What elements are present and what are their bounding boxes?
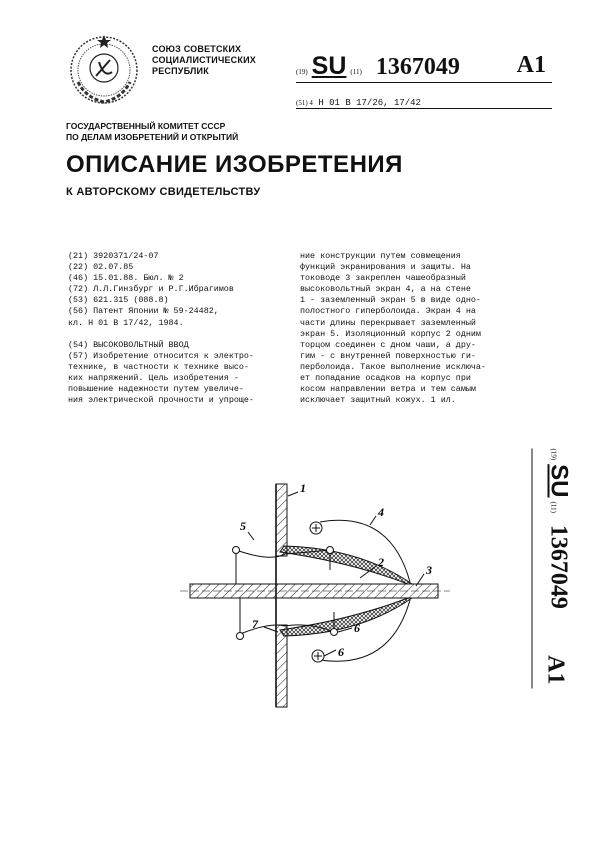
- document-subtitle: К АВТОРСКОМУ СВИДЕТЕЛЬСТВУ: [66, 186, 261, 198]
- conductor: [190, 584, 438, 598]
- wall: [276, 484, 287, 556]
- patent-number: 1367049: [545, 524, 572, 609]
- document-title: ОПИСАНИЕ ИЗОБРЕТЕНИЯ: [66, 151, 403, 178]
- abstract-line: части длины перекрывает заземленный: [300, 317, 476, 328]
- union-name: [152, 44, 256, 77]
- abstract-line: высоковольтный экран 4, а на стене: [300, 284, 471, 295]
- biblio-line: (22) 02.07.85: [68, 262, 134, 273]
- abstract-line: полостного гиперболоида. Экран 4 на: [300, 306, 476, 317]
- figure-label-2: 2: [378, 555, 384, 569]
- union-line: СОЦИАЛИСТИЧЕСКИХ: [152, 55, 256, 65]
- right-column: [300, 251, 555, 406]
- abstract-line: гим - с внутренней поверхностью ги-: [300, 350, 476, 361]
- figure-label-5: 5: [240, 519, 246, 533]
- abstract-line: тоководе 3 закреплен чашеобразный: [300, 273, 466, 284]
- ipc-value: H 01 B 17/26, 17/42: [318, 98, 421, 108]
- biblio-line: (53) 621.315 (088.8): [68, 295, 169, 306]
- committee-name: [66, 121, 238, 143]
- figure-label-6b: 6: [338, 645, 344, 659]
- ussr-emblem-icon: [66, 32, 142, 108]
- biblio-line: (56) Патент Японии № 59-24482,: [68, 306, 219, 317]
- figure-label-7: 7: [252, 617, 258, 631]
- abstract-line: функций экранирования и защиты. На: [300, 262, 471, 273]
- biblio-line: (72) Л.Л.Гинзбург и Р.Г.Ибрагимов: [68, 284, 234, 295]
- wall: [276, 625, 287, 707]
- country-code: SU: [545, 464, 573, 498]
- abstract-line: экран 5. Изоляционный корпус 2 одним: [300, 328, 481, 339]
- side-publication-number: [532, 448, 572, 688]
- abstract-line: 1 - заземленный экран 5 в виде одно-: [300, 295, 481, 306]
- committee-line: ПО ДЕЛАМ ИЗОБРЕТЕНИЙ И ОТКРЫТИЙ: [66, 132, 239, 142]
- abstract-line: ние конструкции путем совмещения: [300, 251, 461, 261]
- abstract-line: перболоида. Такое выполнение исключа-: [300, 361, 486, 372]
- insulator-body: [280, 598, 412, 636]
- figure-label-4: 4: [378, 505, 384, 519]
- abstract-line: ет попадание осадков на корпус при: [300, 373, 471, 384]
- publication-number: [296, 52, 552, 83]
- biblio-line: кл. H 01 B 17/42, 1984.: [68, 317, 184, 328]
- kind-code: A1: [542, 655, 569, 685]
- union-line: СОЮЗ СОВЕТСКИХ: [152, 44, 242, 54]
- country-code-label: (19): [296, 68, 308, 76]
- committee-line: ГОСУДАРСТВЕННЫЙ КОМИТЕТ СССР: [66, 121, 226, 131]
- kind-code: A1: [516, 52, 546, 78]
- abstract-line: ния электрической прочности и упроще-: [68, 395, 254, 406]
- biblio-line: (46) 15.01.88. Бюл. № 2: [68, 273, 184, 284]
- ipc-classification: [296, 98, 552, 109]
- abstract-line: технике, в частности к технике высо-: [68, 361, 249, 372]
- abstract-line: ких напряжений. Цель изобретения -: [68, 372, 239, 383]
- country-code: SU: [311, 52, 347, 80]
- left-column: [68, 251, 293, 406]
- number-code-label: (11): [350, 68, 362, 76]
- country-code-label: (19): [549, 448, 558, 461]
- union-line: РЕСПУБЛИК: [152, 66, 209, 76]
- abstract-line: торцом соединен с дном чаши, а дру-: [300, 339, 476, 350]
- technical-drawing: [180, 470, 450, 710]
- ipc-code-label: (51) 4: [296, 99, 313, 107]
- abstract-line: исключает защитный кожух. 1 ил.: [300, 395, 456, 406]
- invention-title: (54) ВЫСОКОВОЛЬТНЫЙ ВВОД: [68, 339, 189, 350]
- figure-label-6: 6: [354, 621, 360, 635]
- number-code-label: (11): [549, 501, 558, 513]
- abstract-line: косом направлении ветра и тем самым: [300, 384, 476, 395]
- abstract-line: (57) Изобретение относится к электро-: [68, 350, 254, 361]
- figure-label-3: 3: [426, 563, 432, 577]
- patent-number: 1367049: [375, 54, 460, 80]
- abstract-line: повышение надежности путем увеличе-: [68, 384, 244, 395]
- figure-label-1: 1: [300, 481, 306, 495]
- insulator-body: [280, 546, 412, 584]
- biblio-line: (21) 3920371/24-07: [68, 251, 159, 261]
